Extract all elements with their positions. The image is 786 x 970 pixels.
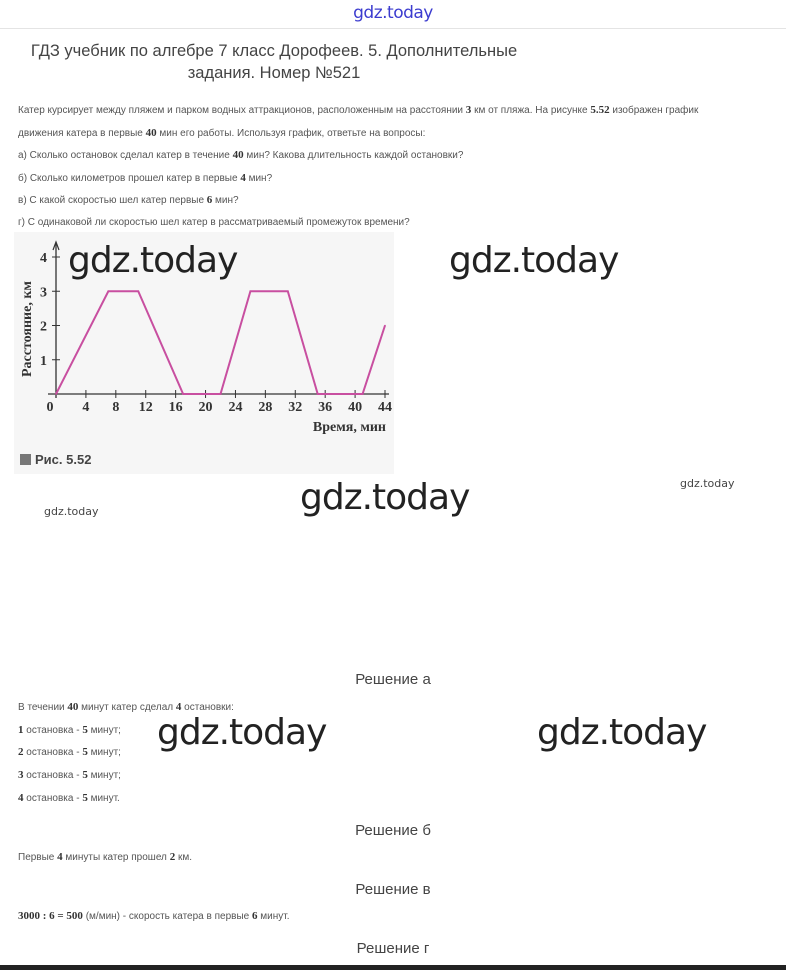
- distance-line: [56, 291, 385, 394]
- y-tick-label: 1: [40, 353, 47, 369]
- data-point: [182, 393, 184, 395]
- question-a: а) Сколько остановок сделал катер в течение 40 мин? Какова длительность каждой остановки?: [18, 149, 464, 162]
- solution-a-heading: Решение а: [355, 671, 431, 688]
- figure-caption: Рис. 5.52: [20, 452, 91, 467]
- watermark: gdz.today: [449, 240, 619, 281]
- page-title-line-2: задания. Номер №521: [187, 64, 361, 82]
- solution-a-stop-1: 1 остановка - 5 минут;: [18, 724, 121, 736]
- top-bar: [0, 0, 786, 29]
- task-text: [18, 102, 778, 238]
- question-d: г) С одинаковой ли скоростью шел катер в рассматриваемый промежуток времени?: [18, 216, 410, 228]
- site-logo[interactable]: gdz.today: [353, 3, 433, 23]
- watermark: gdz.today: [537, 712, 707, 753]
- x-tick-label: 16: [168, 400, 183, 415]
- chart-series: [55, 290, 386, 394]
- x-tick-label: 4: [82, 400, 90, 415]
- y-tick-label: 4: [40, 251, 47, 266]
- x-tick-label: 8: [112, 400, 120, 415]
- data-point: [317, 393, 319, 395]
- y-axis-label: Расстояние, км: [20, 281, 35, 377]
- caption-marker: [20, 454, 31, 465]
- x-tick-label: 24: [228, 400, 243, 415]
- solution-c-text: 3000 : 6 = 500 (м/мин) - скорость катера в первые 6 минут.: [18, 910, 290, 922]
- x-tick-label: 40: [348, 400, 363, 415]
- solution-a-stop-4: 4 остановка - 5 минут.: [18, 792, 120, 804]
- watermark-small: gdz.today: [680, 477, 735, 490]
- x-tick-label: 32: [288, 400, 303, 415]
- data-point: [287, 290, 289, 292]
- x-tick-label: 20: [198, 400, 213, 415]
- question-c: в) С какой скоростью шел катер первые 6 мин?: [18, 194, 239, 207]
- watermark: gdz.today: [68, 240, 238, 281]
- solution-c-heading: Решение в: [355, 881, 431, 898]
- x-axis-label: Время, мин: [312, 420, 386, 435]
- data-point: [137, 290, 139, 292]
- task-paragraph-1: Катер курсирует между пляжем и парком водных аттракционов, расположенным на расстоянии 3 км от пляжа. На рисунке 5.52 изображен график: [18, 104, 699, 116]
- solution-a-intro: В течении 40 минут катер сделал 4 остановки:: [18, 701, 234, 713]
- solution-b-text: Первые 4 минуты катер прошел 2 км.: [18, 851, 192, 863]
- data-point: [384, 325, 386, 327]
- data-point: [362, 393, 364, 395]
- solution-b-heading: Решение б: [355, 822, 431, 839]
- data-point: [220, 393, 222, 395]
- x-tick-label: 0: [46, 400, 54, 415]
- bottom-bar: [0, 965, 786, 970]
- x-tick-label: 44: [378, 400, 392, 415]
- question-b: б) Сколько километров прошел катер в первые 4 мин?: [18, 171, 273, 184]
- x-tick-label: 28: [258, 400, 273, 415]
- page-title-line-1: ГДЗ учебник по алгебре 7 класс Дорофеев. 5. Дополнительные: [30, 42, 518, 60]
- solution-a-stop-2: 2 остановка - 5 минут;: [18, 746, 121, 758]
- solution-a-stop-3: 3 остановка - 5 минут;: [18, 769, 121, 781]
- data-point: [250, 290, 252, 292]
- watermark-small: gdz.today: [44, 505, 99, 518]
- data-point: [55, 393, 57, 395]
- watermark: gdz.today: [300, 477, 470, 518]
- task-paragraph-2: движения катера в первые 40 мин его работы. Используя график, ответьте на вопросы:: [18, 126, 426, 139]
- solution-d-heading: Решение г: [356, 940, 430, 957]
- y-tick-label: 3: [40, 285, 47, 301]
- data-point: [108, 290, 110, 292]
- watermark: gdz.today: [157, 712, 327, 753]
- y-tick-label: 2: [40, 319, 47, 335]
- page-title: [14, 40, 534, 84]
- x-tick-label: 36: [318, 400, 333, 415]
- x-tick-label: 12: [138, 400, 153, 415]
